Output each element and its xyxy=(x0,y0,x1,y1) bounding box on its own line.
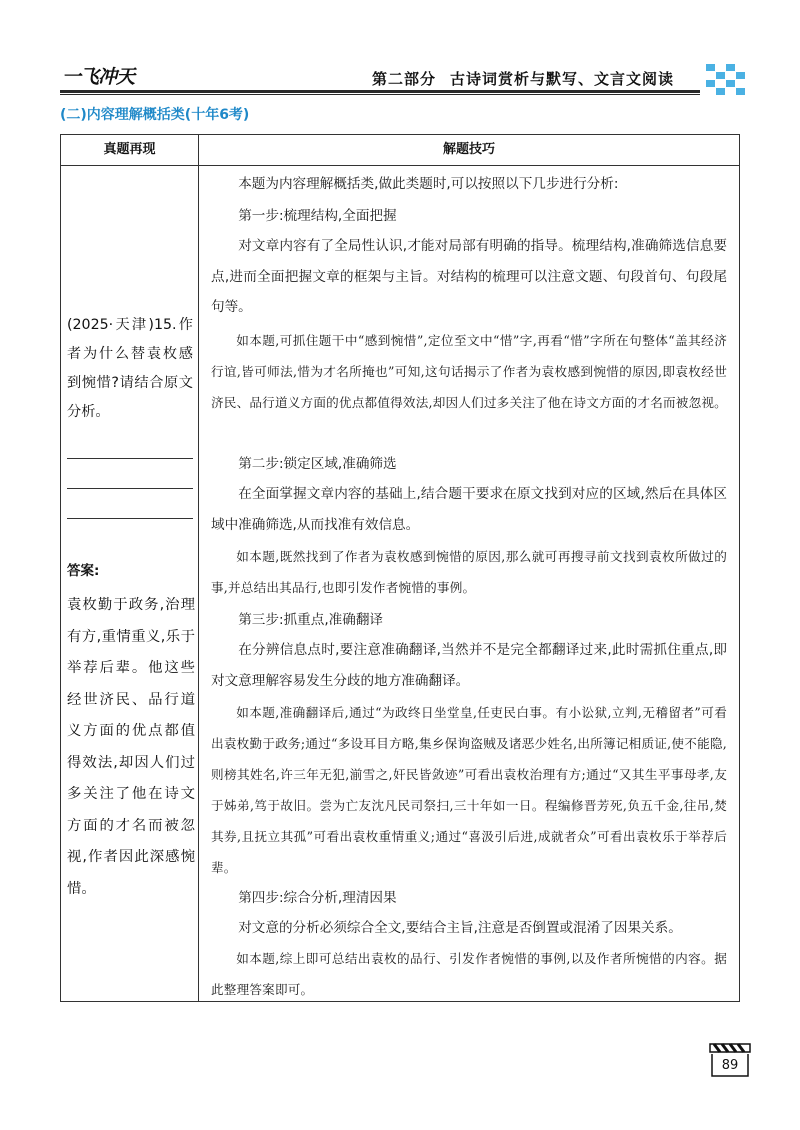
step-4-title: 第四步:综合分析,理清因果 xyxy=(238,890,397,906)
step-3-title: 第三步:抓重点,准确翻译 xyxy=(238,612,384,628)
part-title xyxy=(372,68,674,89)
page-number-badge xyxy=(708,1040,752,1078)
table-header-technique: 解题技巧 xyxy=(442,142,495,157)
step-3-example-text: 如本题,准确翻译后,通过“为政终日坐堂皇,任吏民白事。有小讼狱,立判,无稽留者”可看出袁枚勤于政务;通过“多设耳目方略,集乡保询盗贼及诸恶少姓名,出所簿记相质证,使不能隐,则榜其姓名,许三年无犯,湔雪之,奸民皆敛迹”可看出袁枚治理有方;通过“又其生平事母孝,友于姊弟,笃于故旧。尝为亡友沈凡民司祭扫,三十年如一日。程编修晋芳死,负五千金,往吊,焚其券,且抚立其孤”可看出袁枚重情重义;通过“喜汲引后进,成就者众”可看出袁枚乐于举荐后辈。 xyxy=(211,705,727,875)
step-2-example-text: 如本题,既然找到了作者为袁枚感到惋惜的原因,那么就可再搜寻前文找到袁枚所做过的事,并总结出其品行,也即引发作者惋惜的事例。 xyxy=(211,549,727,595)
answer-blank-line xyxy=(67,488,193,489)
step-4-example xyxy=(211,943,727,1005)
step-2 xyxy=(211,449,727,540)
intro-block xyxy=(211,169,727,199)
step-3 xyxy=(211,605,727,696)
step-2-example xyxy=(211,541,727,603)
analysis-table xyxy=(60,134,740,1002)
step-1-example-text: 如本题,可抓住题干中“感到惋惜”,定位至文中“惜”字,再看“惜”字所在句整体“盖其经济行谊,皆可师法,惜为才名所掩也”可知,这句话揭示了作者为袁枚感到惋惜的原因,即袁枚经世济民、品行道义方面的优点都值得效法,却因人们过多关注了他在诗文方面的才名而被忽视。 xyxy=(211,333,727,410)
step-1 xyxy=(211,201,727,323)
step-4-text: 对文意的分析必须综合全文,要结合主旨,注意是否倒置或混淆了因果关系。 xyxy=(238,920,682,936)
answer-text: 袁枚勤于政务,治理有方,重情重义,乐于举荐后辈。他这些经世济民、品行道义方面的优点都值得效法,却因人们过多关注了他在诗文方面的才名而被忽视,作者因此深感惋惜。 xyxy=(67,597,195,897)
intro-text: 本题为内容理解概括类,做此类题时,可以按照以下几步进行分析: xyxy=(238,176,619,192)
section-heading: (二)内容理解概括类(十年6考) xyxy=(60,107,250,123)
part-title-text: 古诗词赏析与默写、文言文阅读 xyxy=(450,70,675,88)
answer-blank-line xyxy=(67,518,193,519)
book-logo: 一飞冲天 xyxy=(62,66,135,88)
step-1-title: 第一步:梳理结构,全面把握 xyxy=(238,208,397,224)
table-header-question: 真题再现 xyxy=(103,142,156,157)
step-2-title: 第二步:锁定区域,准确筛选 xyxy=(238,456,397,472)
answer-label: 答案: xyxy=(67,563,100,579)
checker-pattern-icon xyxy=(706,64,746,96)
technique-column xyxy=(199,165,739,1001)
part-number: 第二部分 xyxy=(372,70,437,88)
header-rule xyxy=(60,90,700,93)
answer-blank-line xyxy=(67,458,193,459)
step-1-text: 对文章内容有了全局性认识,才能对局部有明确的指导。梳理结构,准确筛选信息要点,进而全面把握文章的框架与主旨。对结构的梳理可以注意文题、句段首句、句段尾句等。 xyxy=(211,238,727,315)
step-3-text: 在分辨信息点时,要注意准确翻译,当然并不是完全都翻译过来,此时需抓住重点,即对文意理解容易发生分歧的地方准确翻译。 xyxy=(211,642,727,689)
header-rule-thin xyxy=(60,94,700,95)
step-4-example-text: 如本题,综上即可总结出袁枚的品行、引发作者惋惜的事例,以及作者所惋惜的内容。据此整理答案即可。 xyxy=(211,951,727,997)
exam-question: (2025·天津)15.作者为什么替袁枚感到惋惜?请结合原文分析。 xyxy=(67,317,193,420)
page-header xyxy=(0,0,800,100)
step-3-example xyxy=(211,697,727,883)
step-2-text: 在全面掌握文章内容的基础上,结合题干要求在原文找到对应的区域,然后在具体区域中准确筛选,从而找准有效信息。 xyxy=(211,486,727,533)
page-number: 89 xyxy=(721,1058,739,1073)
step-4 xyxy=(211,883,727,944)
step-1-example xyxy=(211,325,727,418)
